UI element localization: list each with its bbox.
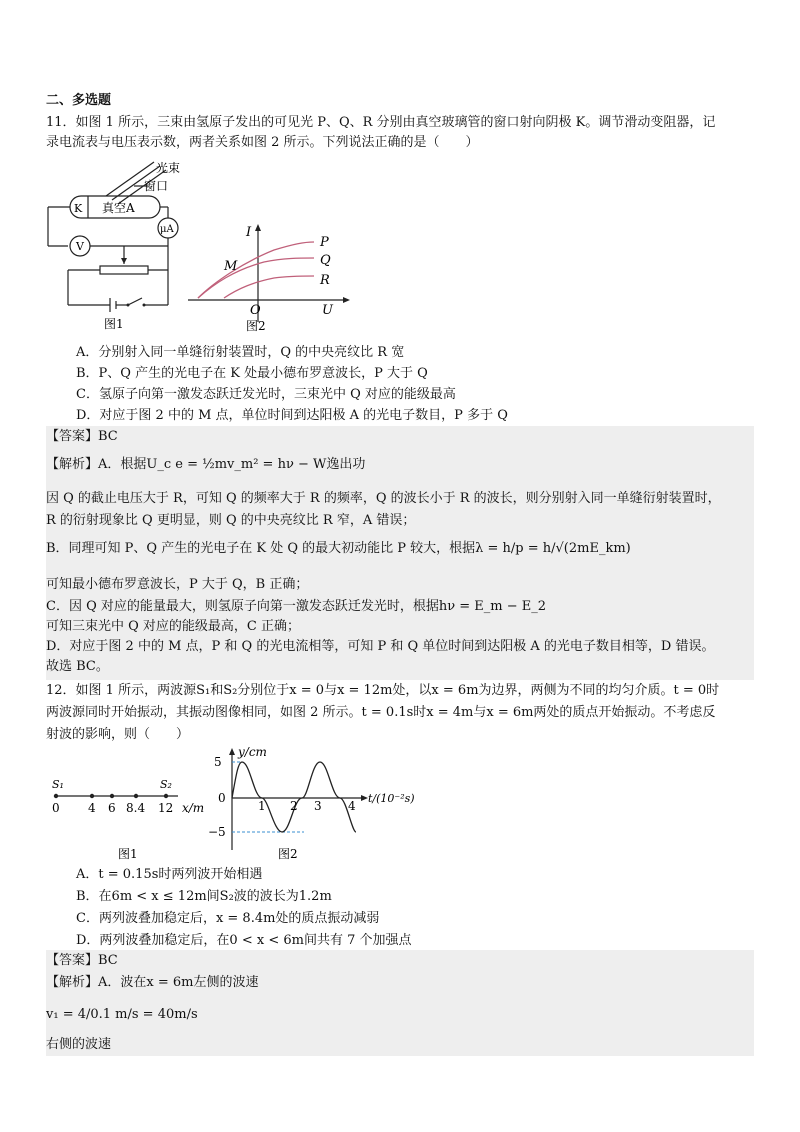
q11-analysis-line: 可知三束光中 Q 对应的能级最高，C 正确； xyxy=(46,619,301,634)
fig1-light-label: 光束 xyxy=(156,161,181,175)
fig2-t-tick: 1 xyxy=(258,799,266,813)
q11-option-a: A．分别射入同一单缝衍射装置时，Q 的中央亮纹比 R 宽 xyxy=(76,345,405,360)
fig1-tick: 6 xyxy=(108,801,116,815)
q12-option-c: C．两列波叠加稳定后，x = 8.4m处的质点振动减弱 xyxy=(76,911,380,926)
fig2-q-label: Q xyxy=(320,253,331,268)
fig1-axis-label: x/m xyxy=(182,801,205,815)
q11-fig2-iu-graph xyxy=(184,222,354,332)
q12-option-a: A．t = 0.15s时两列波开始相遇 xyxy=(76,867,263,882)
fig1-tick: 8.4 xyxy=(126,801,146,815)
fig2-y-axis-label: y/cm xyxy=(238,746,267,759)
q11-stem-line1: 11．如图 1 所示，三束由氢原子发出的可见光 P、Q、R 分别由真空玻璃管的窗口射向阴极 K。调节滑动变阻器，记 xyxy=(46,115,716,130)
fig2-p-label: P xyxy=(320,235,329,250)
fig2-t-tick: 3 xyxy=(314,799,322,813)
q12-answer: 【答案】BC xyxy=(46,953,118,968)
q11-analysis-line: R 的衍射现象比 Q 更明显，则 Q 的中央亮纹比 R 窄，A 错误； xyxy=(46,513,416,528)
fig1-caption: 图1 xyxy=(104,317,124,330)
q12-fig1-axis xyxy=(46,772,216,862)
fig1-caption: 图1 xyxy=(118,847,138,861)
fig2-y-tick: 0 xyxy=(218,791,226,805)
fig2-t-tick: 4 xyxy=(348,799,356,813)
q11-analysis-line: C．因 Q 对应的能量最大，则氢原子向第一激发态跃迁发光时，根据hν = E_m − E_2 xyxy=(46,599,547,614)
fig1-ammeter: μA xyxy=(160,224,174,235)
fig1-k-label: K xyxy=(74,202,83,215)
curve-q xyxy=(198,258,314,298)
q12-last-line: 右侧的波速 xyxy=(46,1037,112,1052)
q12-fig2-vibration-graph xyxy=(206,746,436,862)
q11-analysis-line: 故选 BC。 xyxy=(46,659,109,674)
q11-analysis-line: D．对应于图 2 中的 M 点，P 和 Q 的光电流相等，可知 P 和 Q 单位时间到达阳极 A 的光电子数目相等，D 错误。 xyxy=(46,639,715,654)
q12-analysis-shade xyxy=(46,950,754,1056)
fig2-o-label: O xyxy=(250,303,261,318)
q11-option-b: B．P、Q 产生的光电子在 K 处最小德布罗意波长，P 大于 Q xyxy=(76,366,428,381)
fig2-r-label: R xyxy=(320,273,330,288)
curve-p xyxy=(198,242,314,298)
q11-option-c: C．氢原子向第一激发态跃迁发光时，三束光中 Q 对应的能级最高 xyxy=(76,387,456,402)
q11-option-d: D．对应于图 2 中的 M 点，单位时间到达阳极 A 的光电子数目，P 多于 Q xyxy=(76,408,508,423)
fig2-t-tick: 2 xyxy=(290,799,298,813)
sine-curve xyxy=(232,762,356,832)
q12-stem-line3: 射波的影响，则（ ） xyxy=(46,727,190,742)
q12-option-d: D．两列波叠加稳定后，在0 < x < 6m间共有 7 个加强点 xyxy=(76,933,412,948)
fig1-tick: 4 xyxy=(88,801,96,815)
q12-analysis-line1: 【解析】A．波在x = 6m左侧的波速 xyxy=(46,975,259,990)
fig2-caption: 图2 xyxy=(246,319,266,332)
section-title: 二、多选题 xyxy=(46,93,112,108)
q11-fig1-circuit xyxy=(44,160,194,330)
fig1-tick: 12 xyxy=(158,801,174,815)
curve-r xyxy=(224,276,314,298)
q11-analysis-line: B．同理可知 P、Q 产生的光电子在 K 处 Q 的最大初动能比 P 较大，根据λ = h/p = h/√(2mE_km) xyxy=(46,541,631,556)
fig1-tick: 0 xyxy=(52,801,60,815)
fig1-window-label: 窗口 xyxy=(144,179,169,193)
q12-option-b: B．在6m < x ≤ 12m间S₂波的波长为1.2m xyxy=(76,889,332,904)
q11-answer: 【答案】BC xyxy=(46,429,118,444)
q12-stem-line2: 两波源同时开始振动，其振动图像相同，如图 2 所示。t = 0.1s时x = 4m与x = 6m两处的质点开始振动。不考虑反 xyxy=(46,705,716,720)
fig2-i-label: I xyxy=(246,225,252,240)
q11-analysis-line1: 【解析】A．根据U_c e = ½mv_m² = hν − W逸出功 xyxy=(46,457,366,472)
fig2-y-tick: −5 xyxy=(208,825,226,839)
fig2-u-label: U xyxy=(322,303,333,318)
fig1-s1-label: S₁ xyxy=(52,778,64,791)
q11-analysis-line: 可知最小德布罗意波长，P 大于 Q，B 正确； xyxy=(46,577,309,592)
fig1-s2-label: S₂ xyxy=(160,778,172,791)
fig2-m-label: M xyxy=(224,259,238,274)
q12-formula: v₁ = 4/0.1 m/s = 40m/s xyxy=(46,1007,198,1022)
q12-stem-line1: 12．如图 1 所示，两波源S₁和S₂分别位于x = 0与x = 12m处，以x = 6m为边界，两侧为不同的均匀介质。t = 0时 xyxy=(46,683,720,698)
q11-stem-line2: 录电流表与电压表示数，两者关系如图 2 所示。下列说法正确的是（ ） xyxy=(46,135,479,150)
fig2-caption: 图2 xyxy=(278,847,298,861)
fig2-t-axis-label: t/(10⁻²s) xyxy=(368,792,415,805)
q11-analysis-line: 因 Q 的截止电压大于 R，可知 Q 的频率大于 R 的频率，Q 的波长小于 R 的波长，则分别射入同一单缝衍射装置时， xyxy=(46,491,721,506)
fig1-tube-label: 真空A xyxy=(102,201,135,215)
fig1-voltmeter: V xyxy=(76,240,84,253)
fig2-y-tick: 5 xyxy=(214,755,222,769)
